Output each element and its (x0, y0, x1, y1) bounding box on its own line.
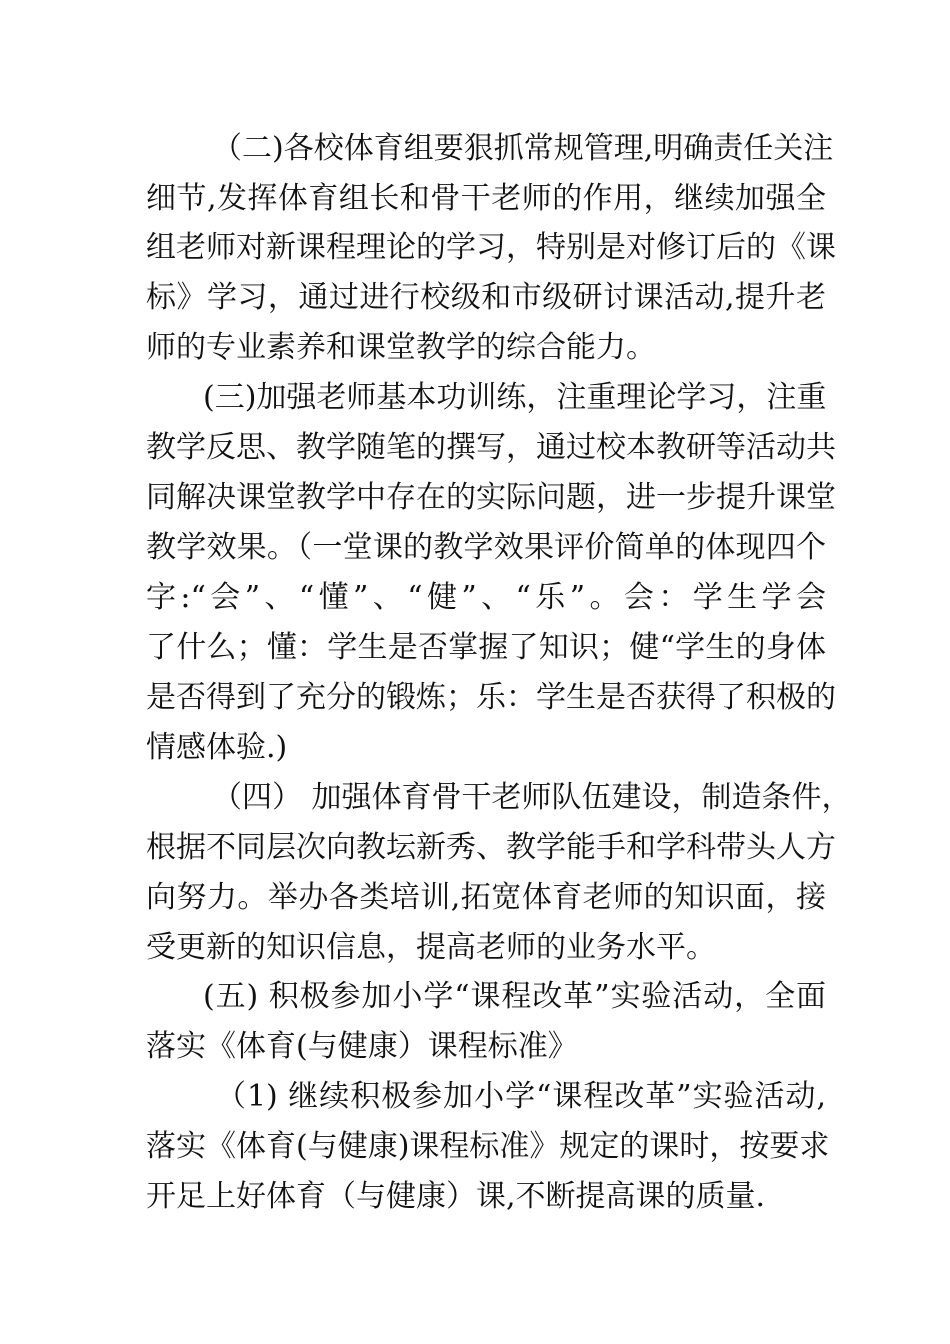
paragraph-line: (五) 积极参加小学“课程改革”实验活动，全面 (203, 979, 826, 1014)
paragraph-line: 情感体验.) (146, 730, 288, 765)
paragraph-line: 向努力。举办各类培训,拓宽体育老师的知识面，接 (146, 880, 826, 915)
paragraph-line: 开足上好体育（与健康）课,不断提高课的质量. (146, 1179, 766, 1214)
paragraph-line: 细节,发挥体育组长和骨干老师的作用，继续加强全 (146, 181, 826, 216)
paragraph-line: 字:“会”、“懂”、“健”、“乐”。会：学生学会 (146, 580, 826, 615)
paragraph-line: 根据不同层次向教坛新秀、教学能手和学科带头人方 (146, 830, 836, 865)
paragraph-line: 组老师对新课程理论的学习，特别是对修订后的《课 (146, 230, 836, 265)
paragraph-line: 教学效果。（一堂课的教学效果评价简单的体现四个 (146, 530, 826, 565)
paragraph-line: （1) 继续积极参加小学“课程改革”实验活动, (216, 1079, 826, 1114)
paragraph-line: (三)加强老师基本功训练，注重理论学习，注重 (203, 380, 827, 415)
paragraph-line: 是否得到了充分的锻炼；乐：学生是否获得了积极的 (146, 680, 836, 715)
paragraph-line: 落实《体育(与健康)课程标准》规定的课时，按要求 (146, 1129, 830, 1164)
paragraph-line: （二)各校体育组要狠抓常规管理,明确责任关注 (212, 131, 834, 166)
paragraph-line: 教学反思、教学随笔的撰写，通过校本教研等活动共 (146, 430, 836, 465)
paragraph-line: 落实《体育(与健康）课程标准》 (146, 1029, 578, 1064)
paragraph-line: 受更新的知识信息，提高老师的业务水平。 (146, 930, 716, 965)
paragraph-line: 标》学习，通过进行校级和市级研讨课活动,提升老 (146, 280, 826, 315)
paragraph-line: （四） 加强体育骨干老师队伍建设，制造条件， (212, 780, 852, 815)
paragraph-line: 同解决课堂教学中存在的实际问题，进一步提升课堂 (146, 480, 836, 515)
paragraph-line: 师的专业素养和课堂教学的综合能力。 (146, 330, 656, 365)
paragraph-line: 了什么；懂：学生是否掌握了知识；健“学生的身体 (146, 630, 826, 665)
